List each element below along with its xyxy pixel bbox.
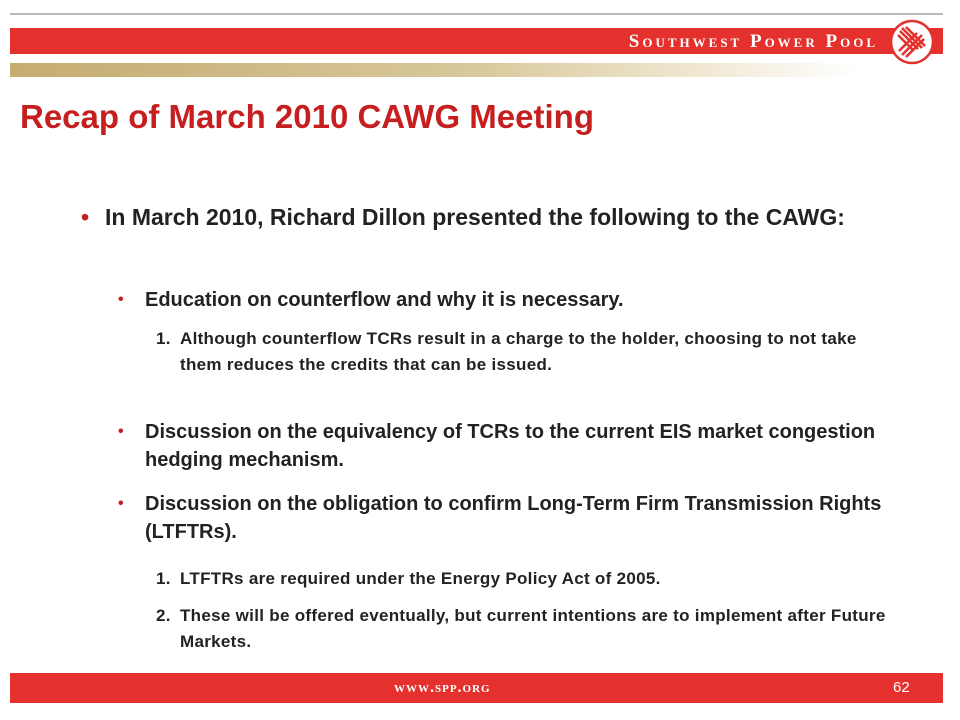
numbered-item-text: LTFTRs are required under the Energy Policy Act of 2005. <box>180 569 661 588</box>
sub-item-3 <box>118 490 905 546</box>
footer-url: www.spp.org <box>394 679 491 696</box>
sub-item-text: Education on counterflow and why it is necessary. <box>145 289 624 311</box>
bullet-icon: • <box>118 495 124 512</box>
sub-item-1 <box>118 286 905 314</box>
main-bullet-text: In March 2010, Richard Dillon presented the following to the CAWG: <box>105 204 845 230</box>
sub-item-2 <box>118 418 905 474</box>
list-number: 1. <box>156 329 171 348</box>
slide-title: Recap of March 2010 CAWG Meeting <box>20 98 594 135</box>
list-number: 2. <box>156 606 171 625</box>
numbered-item <box>156 566 900 592</box>
bullet-icon: • <box>118 423 124 440</box>
list-number: 1. <box>156 569 171 588</box>
numbered-item-text: Although counterflow TCRs result in a charge to the holder, choosing to not take them reduces the credits that can be issued. <box>180 329 857 374</box>
numbered-item-text: These will be offered eventually, but current intentions are to implement after Future Markets. <box>180 606 886 651</box>
numbered-item <box>156 326 900 378</box>
sub-item-text: Discussion on the obligation to confirm Long-Term Firm Transmission Rights (LTFTRs). <box>145 493 882 543</box>
page-number: 62 <box>893 679 910 696</box>
numbered-item <box>156 603 900 655</box>
bullet-icon: • <box>118 291 124 308</box>
brand-name: Southwest Power Pool <box>628 31 878 52</box>
bullet-icon: • <box>81 204 90 230</box>
sub-item-text: Discussion on the equivalency of TCRs to the current EIS market congestion hedging mechanism. <box>145 421 876 471</box>
main-bullet <box>81 201 895 233</box>
